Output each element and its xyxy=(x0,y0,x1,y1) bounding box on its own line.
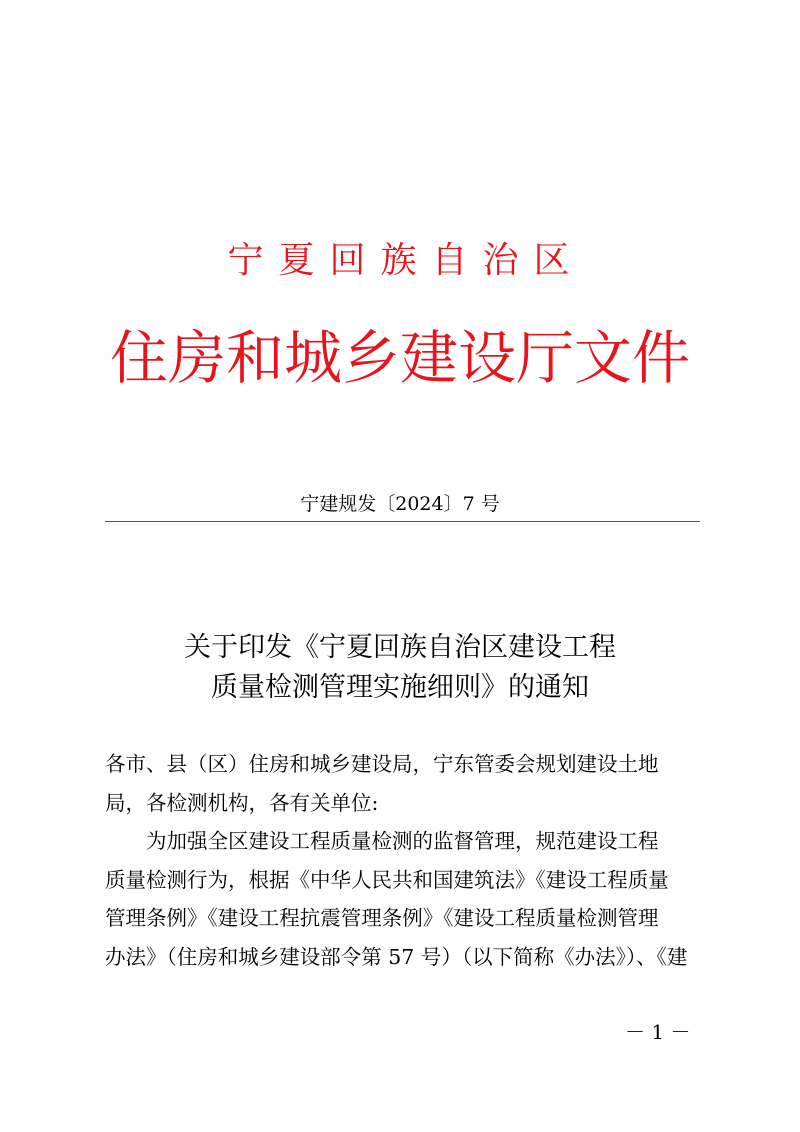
body-line: 管理条例》《建设工程抗震管理条例》《建设工程质量检测管理 xyxy=(105,906,659,930)
body-line: 为加强全区建设工程质量检测的监督管理，规范建设工程 xyxy=(105,829,659,853)
body-text xyxy=(105,745,700,976)
agency-name-line2: 住房和城乡建设厅文件 xyxy=(109,324,690,392)
title-line-2: 质量检测管理实施细则》的通知 xyxy=(211,672,589,703)
page-number: － 1 － xyxy=(625,1020,691,1044)
body-line: 办法》（住房和城乡建设部令第 57 号）（以下简称《办法》）、《建 xyxy=(105,944,688,969)
red-divider-line xyxy=(105,521,700,522)
body-line: 局，各检测机构，各有关单位: xyxy=(105,790,379,815)
body-line: 各市、县（区）住房和城乡建设局，宁东管委会规划建设土地 xyxy=(105,752,659,776)
agency-name-line1: 宁夏回族自治区 xyxy=(227,240,585,281)
document-title xyxy=(0,628,800,708)
document-number: 宁建规发〔2024〕7 号 xyxy=(300,493,500,515)
body-line: 质量检测行为，根据《中华人民共和国建筑法》《建设工程质量 xyxy=(105,867,669,892)
title-line-1: 关于印发《宁夏回族自治区建设工程 xyxy=(184,632,616,663)
